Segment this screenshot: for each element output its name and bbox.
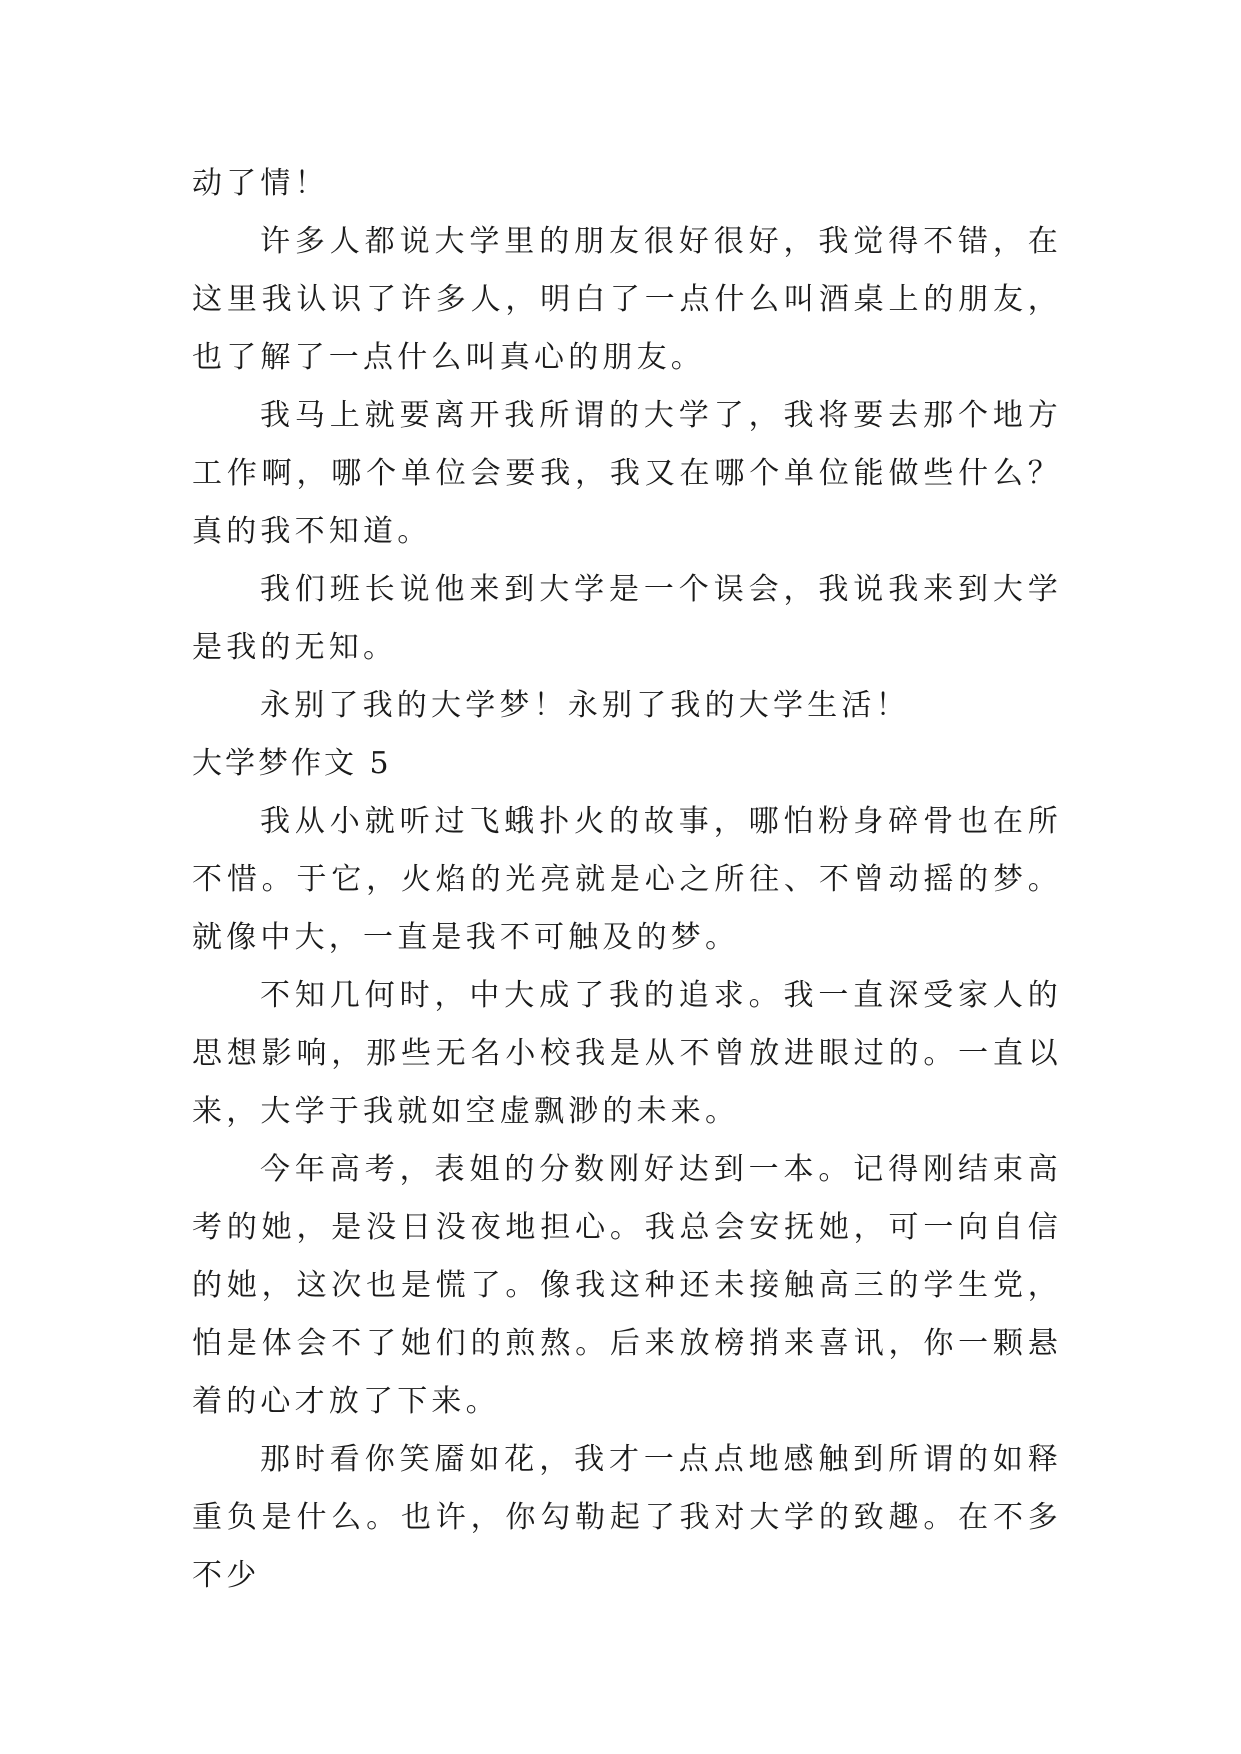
section-title: 大学梦作文 5 (192, 746, 392, 781)
paragraph: 我马上就要离开我所谓的大学了，我将要去那个地方工作啊，哪个单位会要我，我又在哪个单位能做些什么？真的我不知道。 (192, 398, 1062, 549)
paragraph: 那时看你笑靥如花，我才一点点地感触到所谓的如释重负是什么。也许，你勾勒起了我对大学的致趣。在不多不少 (192, 1442, 1062, 1593)
paragraph: 动了情！ (192, 166, 329, 201)
paragraph: 今年高考，表姐的分数刚好达到一本。记得刚结束高考的她，是没日没夜地担心。我总会安抚她，可一向自信的她，这次也是慌了。像我这种还未接触高三的学生党，怕是体会不了她们的煎熬。后来放榜捎来喜讯，你一颗悬着的心才放了下来。 (192, 1152, 1062, 1419)
paragraph: 许多人都说大学里的朋友很好很好，我觉得不错，在这里我认识了许多人，明白了一点什么叫酒桌上的朋友，也了解了一点什么叫真心的朋友。 (192, 224, 1062, 375)
paragraph: 我们班长说他来到大学是一个误会，我说我来到大学是我的无知。 (192, 572, 1062, 665)
paragraph: 永别了我的大学梦！永别了我的大学生活！ (260, 688, 910, 723)
paragraph: 不知几何时，中大成了我的追求。我一直深受家人的思想影响，那些无名小校我是从不曾放进眼过的。一直以来，大学于我就如空虚飘渺的未来。 (192, 978, 1062, 1129)
document-body (192, 155, 1062, 1605)
paragraph: 我从小就听过飞蛾扑火的故事，哪怕粉身碎骨也在所不惜。于它，火焰的光亮就是心之所往、不曾动摇的梦。就像中大，一直是我不可触及的梦。 (192, 804, 1062, 955)
